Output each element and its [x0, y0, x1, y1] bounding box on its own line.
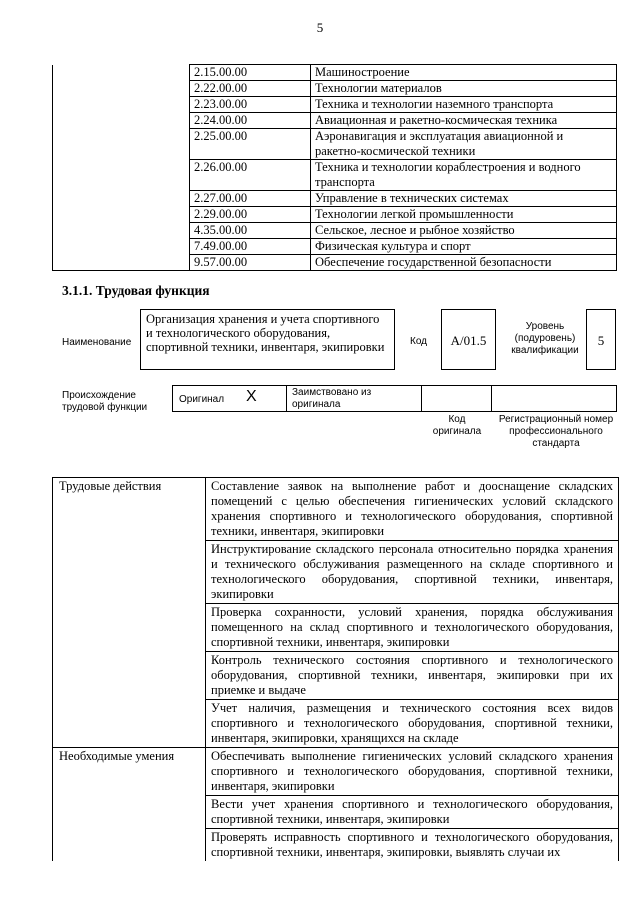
codes-name-cell: Аэронавигация и эксплуатация авиационной и ракетно-космической техники: [311, 129, 617, 160]
codes-row: [53, 113, 617, 129]
codes-row: [53, 239, 617, 255]
codes-code-cell: 2.15.00.00: [190, 65, 311, 81]
codes-row: [53, 129, 617, 160]
item-cell: Инструктирование складского персонала относительно порядка хранения и технического обслуживания размещенного на складе спортивного и технологического оборудования, спортивной техники, инвентаря, экипировки: [206, 541, 619, 604]
level-value: 5: [597, 333, 605, 348]
codes-code-cell: 2.24.00.00: [190, 113, 311, 129]
codes-code-cell: 2.29.00.00: [190, 207, 311, 223]
codes-empty-cell: [53, 97, 190, 113]
codes-code-cell: 2.22.00.00: [190, 81, 311, 97]
codes-code-cell: 2.25.00.00: [190, 129, 311, 160]
codes-name-cell: Обеспечение государственной безопасности: [311, 255, 617, 271]
function-name-value: Организация хранения и учета спортивного и технологического оборудования, спортивной техники, инвентаря, экипировки: [146, 312, 385, 354]
name-label: Наименование: [62, 337, 132, 348]
codes-row: [53, 97, 617, 113]
codes-code-cell: 7.49.00.00: [190, 239, 311, 255]
codes-row: [53, 65, 617, 81]
codes-empty-cell: [53, 239, 190, 255]
codes-row: [53, 255, 617, 271]
item-cell: Проверять исправность спортивного и технологического оборудования, спортивной техники, инвентаря, экипировки, выявлять случаи их: [206, 829, 619, 862]
codes-name-cell: Техника и технологии кораблестроения и водного транспорта: [311, 160, 617, 191]
origin-divider-1: [286, 385, 287, 412]
function-name-box: [140, 309, 395, 370]
item-cell: Контроль технического состояния спортивного и технологического оборудования, спортивной техники, инвентаря, экипировки при их приемке и выдаче: [206, 652, 619, 700]
codes-name-cell: Машиностроение: [311, 65, 617, 81]
item-cell: Составление заявок на выполнение работ и дооснащение складских помещений с целью обеспечения гигиенических условий складского хранения спортивного и технологического оборудования, спортивной техники, инвентаря, экипировки: [206, 478, 619, 541]
section-title: 3.1.1. Трудовая функция: [62, 283, 210, 298]
original-mark: X: [246, 388, 257, 405]
codes-empty-cell: [53, 129, 190, 160]
codes-row: [53, 81, 617, 97]
codes-name-cell: Техника и технологии наземного транспорта: [311, 97, 617, 113]
item-cell: Вести учет хранения спортивного и технологического оборудования, спортивной техники, инвентаря, экипировки: [206, 796, 619, 829]
category-cell: Необходимые умения: [53, 748, 206, 862]
codes-code-cell: 2.26.00.00: [190, 160, 311, 191]
codes-code-cell: 2.23.00.00: [190, 97, 311, 113]
actions-row: [53, 478, 619, 541]
codes-name-cell: Технологии материалов: [311, 81, 617, 97]
actions-table: [52, 477, 619, 861]
codes-empty-cell: [53, 113, 190, 129]
actions-row: [53, 748, 619, 796]
codes-code-cell: 4.35.00.00: [190, 223, 311, 239]
codes-code-cell: 2.27.00.00: [190, 191, 311, 207]
codes-row: [53, 160, 617, 191]
codes-name-cell: Управление в технических системах: [311, 191, 617, 207]
codes-empty-cell: [53, 207, 190, 223]
codes-empty-cell: [53, 160, 190, 191]
reg-number-label: Регистрационный номер профессионального стандарта: [498, 414, 614, 449]
codes-empty-cell: [53, 191, 190, 207]
codes-row: [53, 191, 617, 207]
codes-row: [53, 223, 617, 239]
codes-empty-cell: [53, 81, 190, 97]
codes-code-cell: 9.57.00.00: [190, 255, 311, 271]
code-label: Код: [410, 336, 428, 347]
original-label: Оригинал: [179, 394, 225, 405]
code-value-box: [441, 309, 496, 370]
level-value-box: [586, 309, 616, 370]
item-cell: Учет наличия, размещения и технического состояния всех видов спортивного и технологического оборудования, спортивной техники, инвентаря, экипировки, хранящихся на складе: [206, 700, 619, 748]
codes-name-cell: Физическая культура и спорт: [311, 239, 617, 255]
codes-name-cell: Технологии легкой промышленности: [311, 207, 617, 223]
origin-divider-3: [491, 385, 492, 412]
codes-empty-cell: [53, 65, 190, 81]
origin-divider-2: [421, 385, 422, 412]
item-cell: Обеспечивать выполнение гигиенических условий складского хранения спортивного и технологического оборудования, спортивной техники, инвентаря, экипировки: [206, 748, 619, 796]
codes-empty-cell: [53, 255, 190, 271]
page-number: 5: [316, 20, 324, 35]
item-cell: Проверка сохранности, условий хранения, порядка обслуживания помещенного на склад спортивного и технологического оборудования, спортивной техники, инвентаря, экипировки: [206, 604, 619, 652]
codes-name-cell: Авиационная и ракетно-космическая техника: [311, 113, 617, 129]
category-cell: Трудовые действия: [53, 478, 206, 748]
codes-table: [52, 64, 617, 271]
level-label: Уровень (подуровень) квалификации: [511, 321, 579, 356]
codes-row: [53, 207, 617, 223]
borrowed-label: Заимствовано из оригинала: [292, 387, 372, 410]
codes-name-cell: Сельское, лесное и рыбное хозяйство: [311, 223, 617, 239]
code-value: A/01.5: [450, 333, 487, 348]
code-original-label: Код оригинала: [432, 414, 482, 437]
codes-empty-cell: [53, 223, 190, 239]
origin-label: Происхождение трудовой функции: [62, 390, 148, 413]
